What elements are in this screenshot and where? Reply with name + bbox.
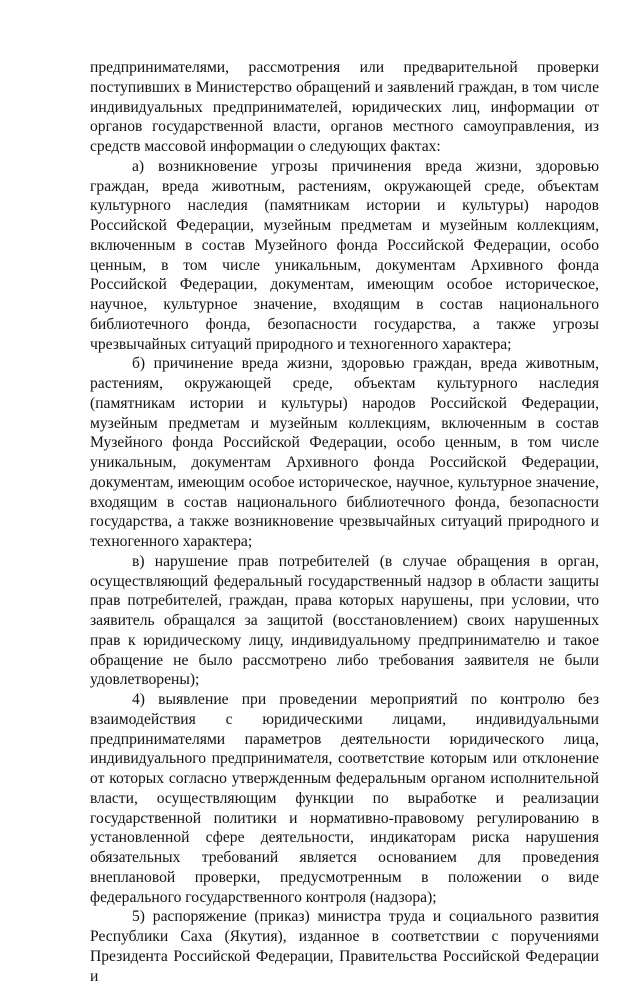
paragraph-item-b: б) причинение вреда жизни, здоровью граждан, вреда животным, растениям, окружающей среде, объектам культурного наследия (памятникам истории и культуры) народов Российской Федерации, музейным предметам и музейным коллекциям, включенным в состав Музейного фонда Российской Федерации, особо ценным, в том числе уникальным, документам Архивного фонда Российской Федерации, документам, имеющим особое историческое, научное, культурное значение, входящим в состав национального библиотечного фонда, безопасности государства, а также возникновение чрезвычайных ситуаций природного и техногенного характера; [90, 355, 599, 550]
document-page [90, 58, 599, 986]
paragraph-item-a: а) возникновение угрозы причинения вреда жизни, здоровью граждан, вреда животным, растениям, окружающей среде, объектам культурного наследия (памятникам истории и культуры) народов Российской Федерации, музейным предметам и музейным коллекциям, включенным в состав Музейного фонда Российской Федерации, особо ценным, в том числе уникальным, документам Архивного фонда Российской Федерации, документам, имеющим особое историческое, научное, культурное значение, входящим в состав национального библиотечного фонда, безопасности государства, а также угрозы чрезвычайных ситуаций природного и техногенного характера; [90, 157, 599, 353]
paragraph-item-5: 5) распоряжение (приказ) министра труда и социального развития Республики Саха (Якутия), изданное в соответствии с поручениями Президента Российской Федерации, Правительства Российской Федерации и [90, 908, 599, 985]
paragraph-item-4: 4) выявление при проведении мероприятий по контролю без взаимодействия с юридическими лицами, индивидуальными предпринимателями параметров деятельности юридического лица, индивидуального предпринимателя, соответствие которым или отклонение от которых согласно утвержденным федеральным органом исполнительной власти, осуществляющим функции по выработке и реализации государственной политики и нормативно-правовому регулированию в установленной сфере деятельности, индикаторам риска нарушения обязательных требований является основанием для проведения внеплановой проверки, предусмотренным в положении о виде федерального государственного контроля (надзора); [90, 691, 599, 906]
paragraph-item-v: в) нарушение прав потребителей (в случае обращения в орган, осуществляющий федеральный государственный надзор в области защиты прав потребителей, граждан, права которых нарушены, при условии, что заявитель обращался за защитой (восстановлением) своих нарушенных прав к юридическому лицу, индивидуальному предпринимателю и такое обращение не было рассмотрено либо требования заявителя не были удовлетворены); [90, 552, 599, 689]
paragraph-intro: предпринимателями, рассмотрения или предварительной проверки поступивших в Министерство обращений и заявлений граждан, в том числе индивидуальных предпринимателей, юридических лиц, информации от органов государственной власти, органов местного самоуправления, из средств массовой информации о следующих фактах: [90, 59, 599, 155]
